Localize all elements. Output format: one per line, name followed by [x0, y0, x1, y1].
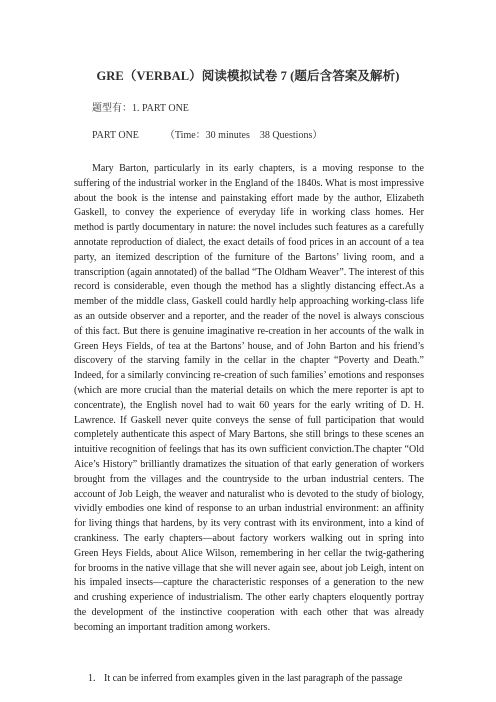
document-title: GRE（VERBAL）阅读模拟试卷 7 (题后含答案及解析): [96, 69, 400, 83]
section-name: PART ONE: [92, 130, 139, 141]
question-type-line: 题型有：1. PART ONE: [92, 103, 189, 114]
question-text: It can be inferred from examples given in the last paragraph of the passage: [104, 673, 403, 684]
question-number: 1.: [88, 673, 96, 684]
section-header: [92, 126, 322, 141]
section-info: （Time：30 minutes 38 Questions）: [164, 130, 323, 141]
reading-passage: Mary Barton, particularly in its early chapters, is a moving response to the suffering of the industrial worker in the England of the 1840s. What is most impressive about the book is the intense and painstaking effort made by the author, Elizabeth Gaskell, to convey the experience of everyday life in working class homes. Her method is partly documentary in nature: the novel includes such features as a carefully annotate reproduction of dialect, the exact details of food prices in an account of a tea party, an itemized description of the furniture of the Bartons’ living room, and a transcription (again annotated) of the ballad “The Oldham Weaver”. The interest of this record is considerable, even though the method has a slightly distancing effect.As a member of the middle class, Gaskell could hardly help approaching working-class life as an outside observer and a reporter, and the reader of the novel is always conscious of this fact. But there is genuine imaginative re-creation in her accounts of the walk in Green Heys Fields, of tea at the Bartons’ house, and of John Barton and his friend’s discovery of the starving family in the cellar in the chapter “Poverty and Death.” Indeed, for a similarly convincing re-creation of such families’ emotions and responses (which are more crucial than the material details on which the mere reporter is apt to concentrate), the English novel had to wait 60 years for the early writing of D. H. Lawrence. If Gaskell never quite conveys the sense of full participation that would completely authenticate this aspect of Mary Bartons, she still brings to these scenes an intuitive recognition of feelings that has its own sufficient conviction.The chapter “Old Aice’s History” brilliantly dramatizes the situation of that early generation of workers brought from the villages and the countryside to the urban industrial centers. The account of Job Leigh, the weaver and naturalist who is devoted to the study of biology, vividly embodies one kind of response to an urban industrial environment: an affinity for living things that hardens, by its very contrast with its environment, into a kind of crankiness. The early chapters—about factory workers walking out in spring into Green Heys Fields, about Alice Wilson, remembering in her cellar the twig-gathering for brooms in the native village that she will never again see, about job Leigh, intent on his impaled insects—capture the characteristic responses of a generation to the new and crushing experience of industrialism. The other early chapters eloquently portray the development of the instinctive cooperation with each other that was already becoming an important tradition among workers.: [74, 163, 424, 633]
question-1: [88, 673, 428, 684]
